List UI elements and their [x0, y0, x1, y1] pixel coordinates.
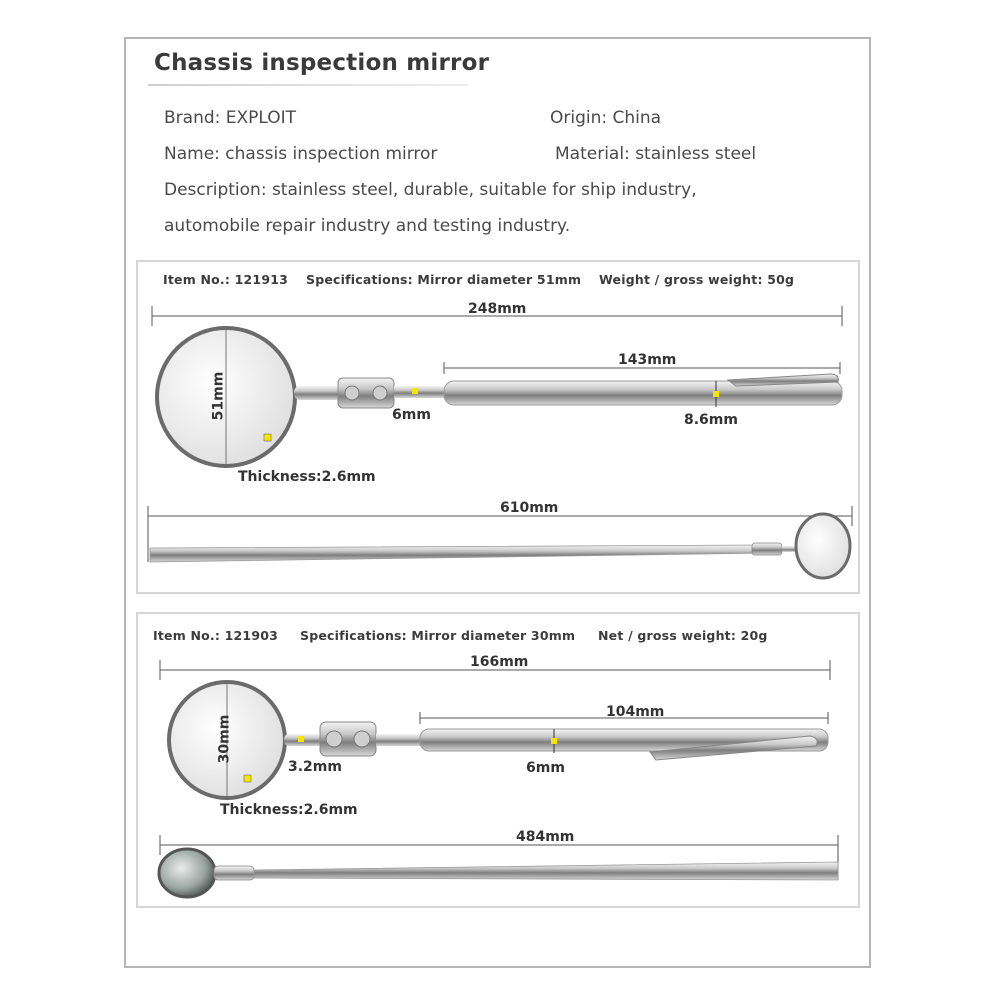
origin-text: Origin: China	[550, 108, 662, 128]
mirror-121913-extended	[148, 506, 852, 578]
dim-joint-121913: 6mm	[392, 407, 431, 423]
weight-121913: Weight / gross weight: 50g	[599, 272, 795, 287]
dim-handle-diameter-121913: 8.6mm	[684, 412, 738, 428]
dim-total-length-121913: 248mm	[468, 301, 527, 317]
material-text: Material: stainless steel	[555, 144, 757, 164]
dim-joint-121903: 3.2mm	[288, 759, 342, 775]
dim-handle-diameter-121903: 6mm	[526, 760, 565, 776]
dim-extended-length-121913: 610mm	[500, 500, 559, 516]
dim-mirror-diameter-121903: 30mm	[216, 714, 233, 764]
brand-text: Brand: EXPLOIT	[164, 108, 297, 128]
dim-thickness-121913: Thickness:2.6mm	[238, 469, 376, 485]
mirror-121903-collapsed	[160, 660, 830, 798]
specifications-121903: Specifications: Mirror diameter 30mm	[300, 628, 576, 643]
name-text: Name: chassis inspection mirror	[164, 144, 438, 164]
item-no-121903: Item No.: 121903	[153, 628, 279, 643]
dim-extended-length-121903: 484mm	[516, 829, 575, 845]
description-line-1: Description: stainless steel, durable, suitable for ship industry,	[164, 180, 697, 200]
mirror-121903-extended	[159, 835, 838, 897]
item-no-121913: Item No.: 121913	[163, 272, 289, 287]
weight-121903: Net / gross weight: 20g	[598, 628, 768, 643]
dim-mirror-diameter-121913: 51mm	[210, 371, 227, 421]
dim-thickness-121903: Thickness:2.6mm	[220, 802, 358, 818]
dim-handle-length-121913: 143mm	[618, 352, 677, 368]
description-line-2: automobile repair industry and testing industry.	[164, 216, 571, 236]
specifications-121913: Specifications: Mirror diameter 51mm	[306, 272, 582, 287]
dim-total-length-121903: 166mm	[470, 654, 529, 670]
mirror-121913-collapsed	[152, 306, 842, 466]
page-title: Chassis inspection mirror	[154, 50, 490, 76]
dim-handle-length-121903: 104mm	[606, 704, 665, 720]
